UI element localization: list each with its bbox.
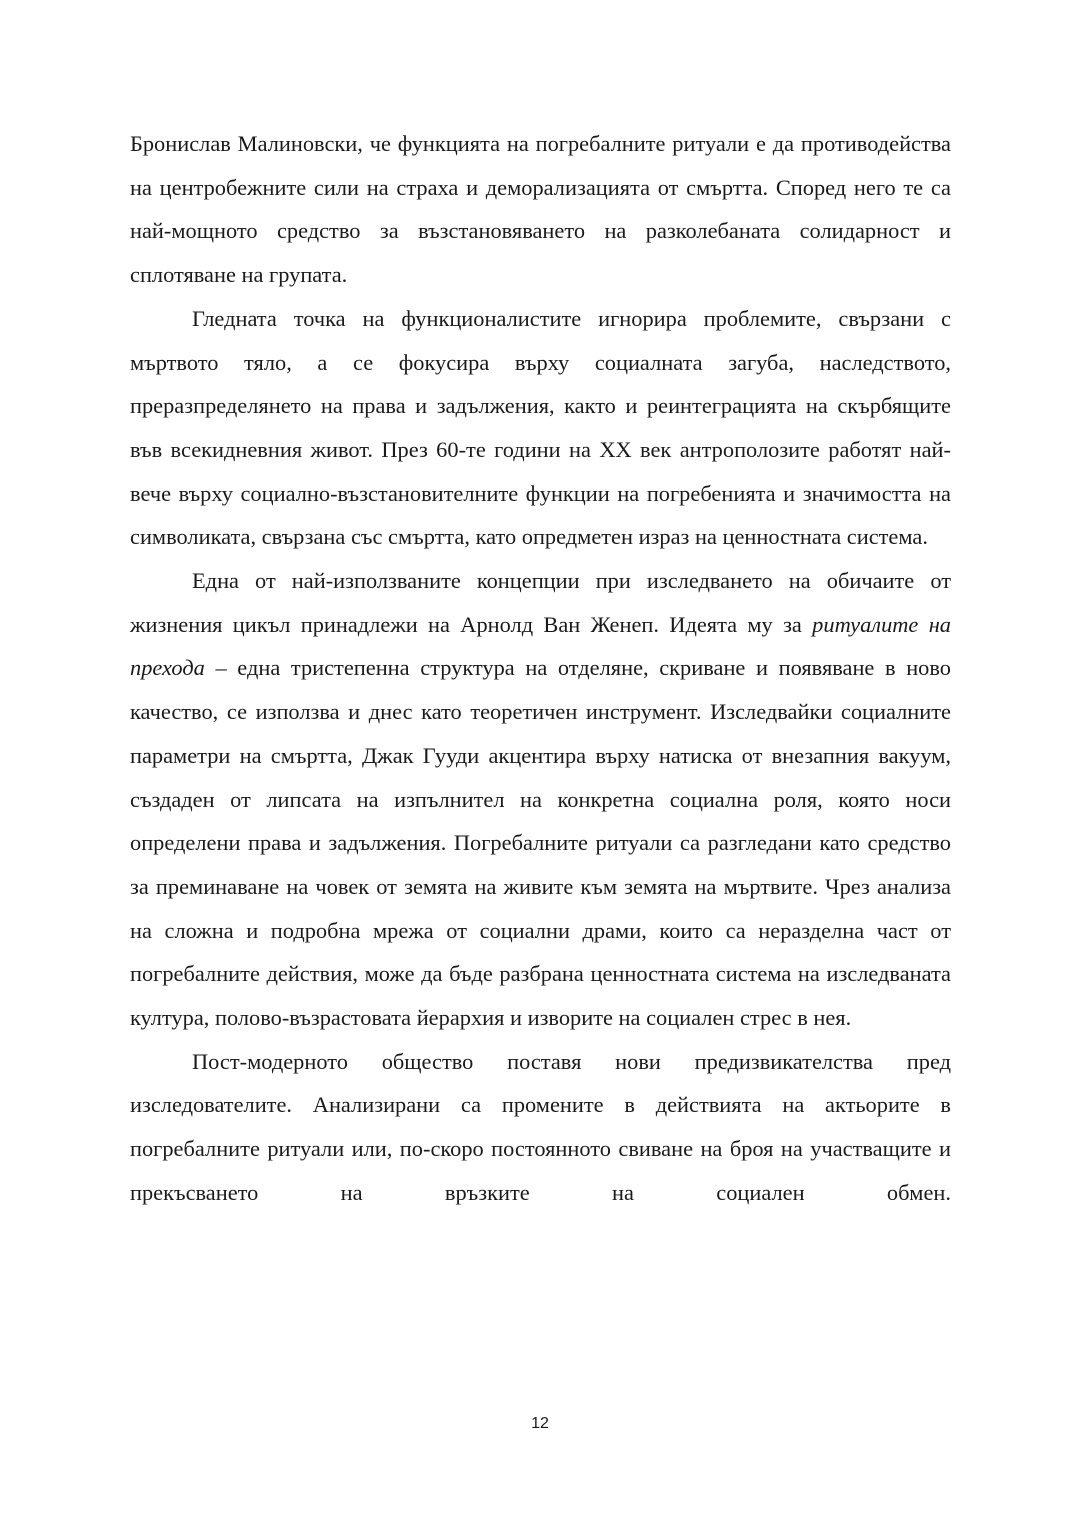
paragraph-van-gennep: [130, 559, 951, 1040]
rites-of-passage-italic: ритуалите на прехода: [130, 611, 951, 681]
paragraph-van-gennep-end: – една тристепенна структура на отделяне, скриване и появяване в ново качество, се използва и днес като теоретичен инструмент. Изследвайки социалните параметри на смъртта, Джак Гууди акцентира върху натиска от внезапния вакуум, създаден от липсата на изпълнител на конкретна социална роля, която носи определени права и задължения. Погребалните ритуали са разгледани като средство за преминаване на човек от земята на живите към земята на мъртвите. Чрез анализа на сложна и подробна мрежа от социални драми, които са неразделна част от погребалните действия, може да бъде разбрана ценностната система на изследваната култура, полово-възрастовата йерархия и изворите на социален стрес в нея.: [130, 655, 951, 1031]
paragraph-post-modern: Пост-модерното общество поставя нови предизвикателства пред изследователите. Анализирани са промените в действията на актьорите в погребалните ритуали или, по-скоро постоянното свиване на броя на участващите и прекъсването на връзките на социален обмен.: [130, 1048, 951, 1205]
paragraph-van-gennep-start: Една от най-използваните концепции при изследването на обичаите от жизнения цикъл принадлежи на Арнолд Ван Женеп. Идеята му за: [130, 568, 951, 637]
paragraph-malinowski: Бронислав Малиновски, че функцията на погребалните ритуали е да противодейства на центробежните сили на страха и деморализацията от смъртта. Според него те са най-мощното средство за възстановяването на разколебаната солидарност и сплотяване на групата.: [130, 131, 951, 288]
paragraph-functionalists: Гледната точка на функционалистите игнорира проблемите, свързани с мъртвото тяло, а се фокусира върху социалната загуба, наследството, преразпределянето на права и задължения, както и реинтеграцията на скърбящите във всекидневния живот. През 60-те години на XX век антрополозите работят най-вече върху социално-възстановителните функции на погребенията и значимостта на символиката, свързана със смъртта, като опредметен израз на ценностната система.: [130, 305, 951, 550]
body-text: [130, 122, 951, 1215]
page-number: 12: [531, 1415, 549, 1432]
